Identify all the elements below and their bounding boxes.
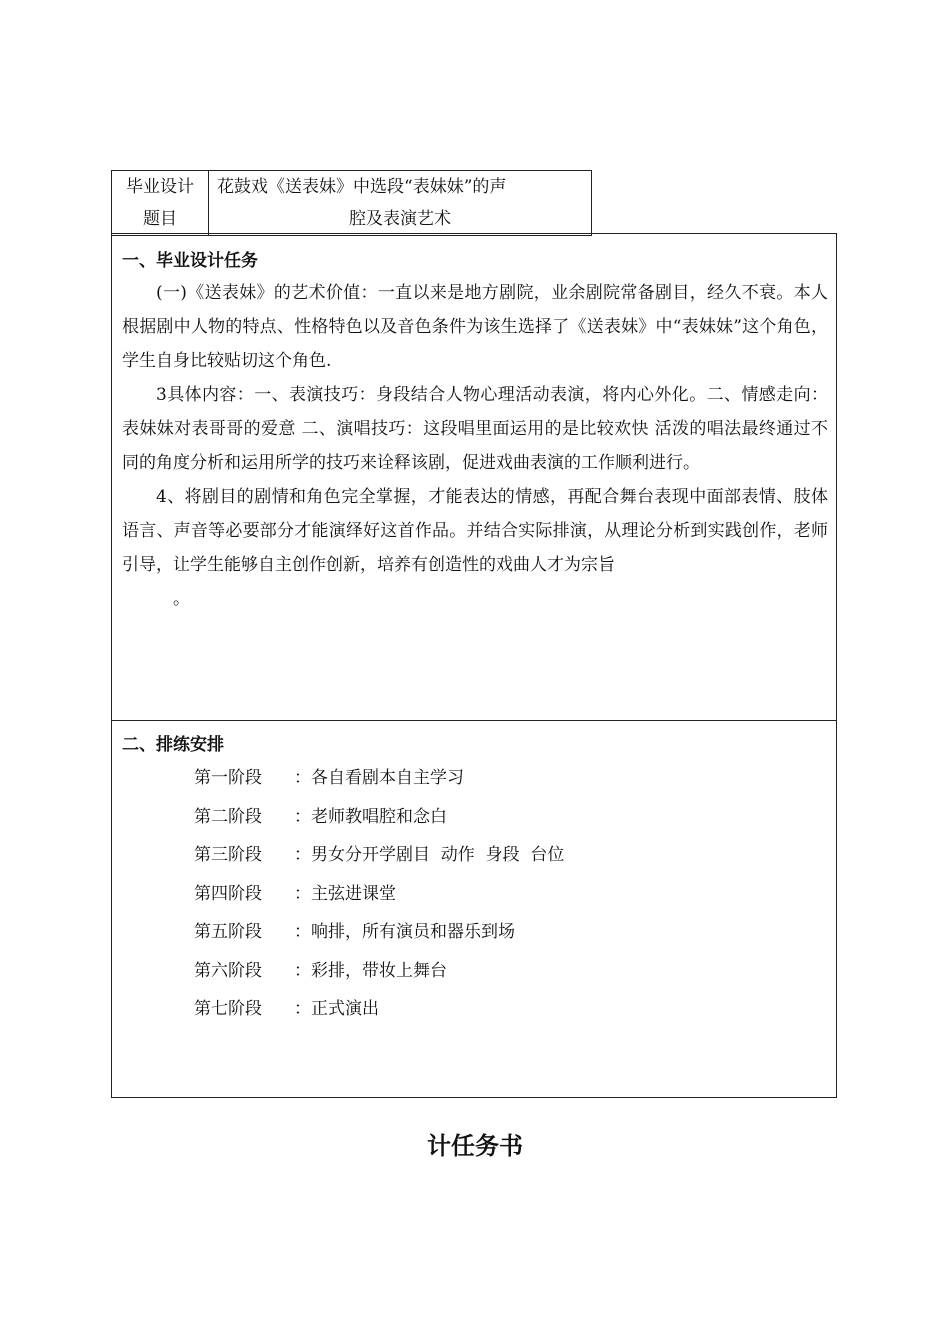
stage-name: 第三阶段 xyxy=(194,845,262,865)
rehearsal-schedule-list xyxy=(194,759,564,1029)
stage-task: ：主弦进课堂 xyxy=(294,883,396,904)
stage-task: ：彩排，带妆上舞台 xyxy=(294,960,447,981)
schedule-row xyxy=(194,836,564,875)
schedule-row xyxy=(194,875,564,914)
rehearsal-schedule-heading: 二、排练安排 xyxy=(122,735,224,755)
task-paragraph-4: 。 xyxy=(173,589,190,609)
design-task-body xyxy=(122,276,828,616)
rehearsal-schedule-section xyxy=(111,720,837,1098)
design-task-section xyxy=(111,233,837,721)
stage-task: ：老师教唱腔和念白 xyxy=(294,806,447,827)
design-task-heading: 一、毕业设计任务 xyxy=(122,251,258,271)
stage-name: 第七阶段 xyxy=(194,999,262,1019)
stage-task: ：正式演出 xyxy=(294,999,379,1019)
task-paragraph-2: 3具体内容：一、表演技巧：身段结合人物心理活动表演，将内心外化。二、情感走向：表妹妹对表哥哥的爱意 二、演唱技巧：这段唱里面运用的是比较欢快 活泼的唱法最终通过不同的角度分析和运用所学的技巧来诠释该剧，促进戏曲表演的工作顺利进行。 xyxy=(122,385,828,473)
task-paragraph-1: (一)《送表妹》的艺术价值：一直以来是地方剧院，业余剧院常备剧目，经久不衰。本人根据剧中人物的特点、性格特色以及音色条件为该生选择了《送表妹》中“表妹妹”这个角色，学生自身比较贴切这个角色. xyxy=(122,283,828,371)
design-title-line-2: 腔及表演艺术 xyxy=(349,209,451,229)
schedule-row xyxy=(194,990,564,1029)
document-footer-title: 计任务书 xyxy=(427,1132,523,1160)
schedule-row xyxy=(194,759,564,798)
stage-name: 第一阶段 xyxy=(194,768,262,788)
stage-task: ：响排，所有演员和器乐到场 xyxy=(294,922,515,942)
stage-task: ：各自看剧本自主学习 xyxy=(294,768,464,788)
schedule-row xyxy=(194,952,564,991)
stage-name: 第二阶段 xyxy=(194,806,262,827)
design-title-label-cell xyxy=(112,171,209,236)
header-table xyxy=(111,170,592,236)
schedule-row xyxy=(194,798,564,837)
task-paragraph-3: 4、将剧目的剧情和角色完全掌握，才能表达的情感，再配合舞台表现中面部表情、肢体语言、声音等必要部分才能演绎好这首作品。并结合实际排演，从理论分析到实践创作，老师引导，让学生能够自主创作创新，培养有创造性的戏曲人才为宗旨 xyxy=(122,487,828,575)
stage-name: 第五阶段 xyxy=(194,922,262,942)
design-title-label: 毕业设计题目 xyxy=(126,177,194,229)
design-title-cell xyxy=(209,171,592,236)
schedule-row xyxy=(194,913,564,952)
stage-name: 第四阶段 xyxy=(194,883,262,904)
stage-task: ：男女分开学剧目 动作 身段 台位 xyxy=(294,845,565,865)
stage-name: 第六阶段 xyxy=(194,960,262,981)
design-title-line-1: 花鼓戏《送表妹》中选段“表妹妹”的声 xyxy=(217,177,507,197)
